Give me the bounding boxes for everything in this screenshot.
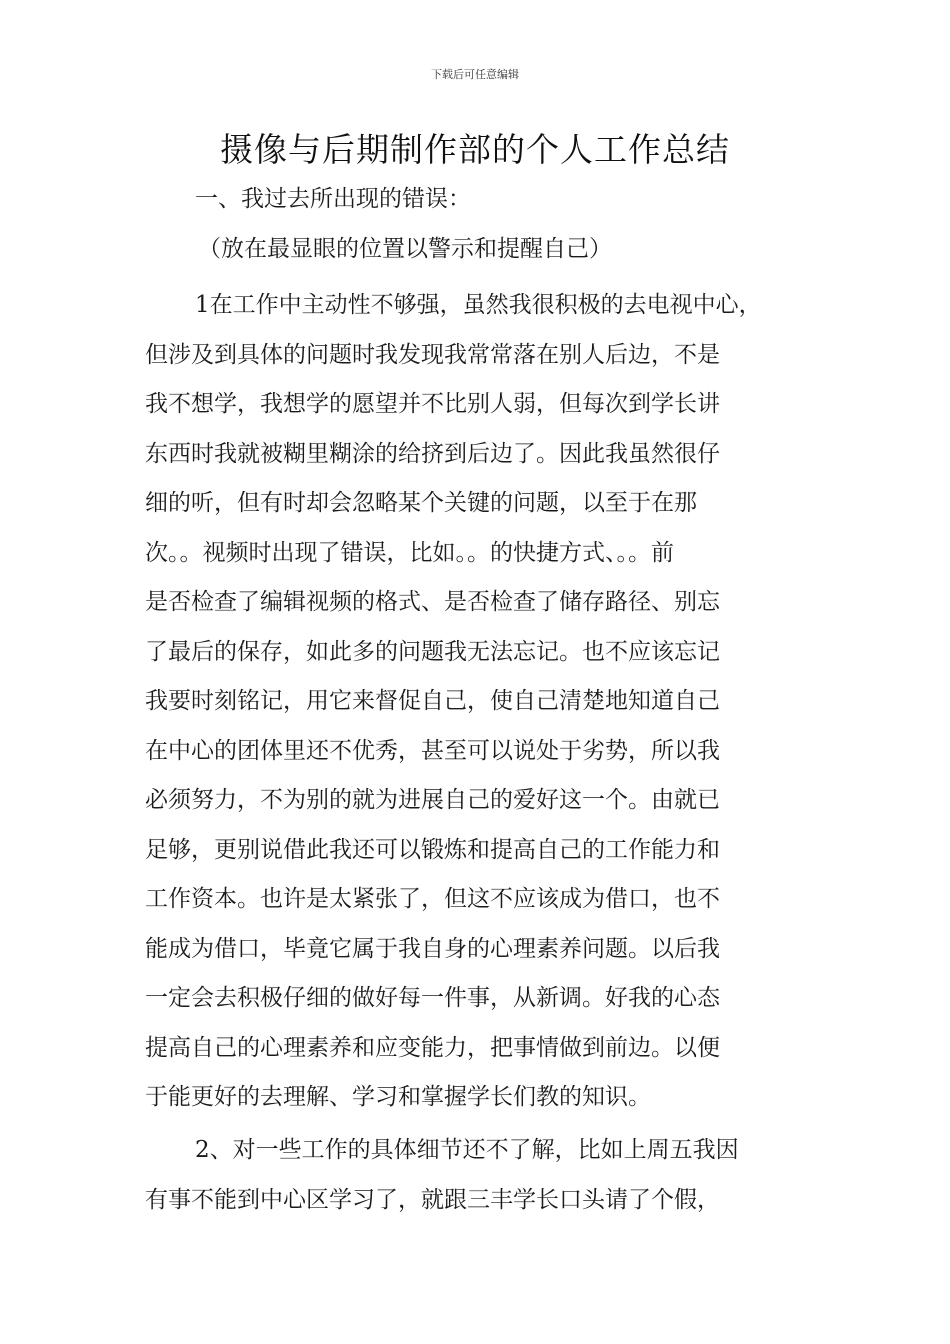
paragraph-line: 了最后的保存，如此多的问题我无法忘记。也不应该忘记 bbox=[145, 638, 720, 665]
paragraph-line: 2、对一些工作的具体细节还不了解，比如上周五我因 bbox=[195, 1137, 739, 1163]
paragraph-line: 能成为借口，毕竟它属于我自身的心理素养问题。以后我 bbox=[145, 935, 720, 962]
paragraph-2 bbox=[145, 1126, 825, 1225]
paragraph-line: 细的听，但有时却会忽略某个关键的问题，以至于在那 bbox=[145, 490, 697, 516]
paragraph-line: 一定会去积极仔细的做好每一件事，从新调。好我的心态 bbox=[145, 985, 720, 1011]
paragraph-line: 东西时我就被糊里糊涂的给挤到后边了。因此我虽然很仔 bbox=[145, 440, 720, 467]
paragraph-line: 于能更好的去理解、学习和掌握学长们教的知识。 bbox=[145, 1084, 651, 1110]
paragraph-line: 1在工作中主动性不够强，虽然我很积极的去电视中心， bbox=[195, 292, 762, 318]
section-note: （放在最显眼的位置以警示和提醒自己） bbox=[198, 236, 612, 262]
header-note: 下载后可任意编辑 bbox=[431, 68, 519, 81]
paragraph-line: 但涉及到具体的问题时我发现我常常落在别人后边，不是 bbox=[145, 341, 720, 368]
paragraph-line: 工作资本。也许是太紧张了，但这不应该成为借口，也不 bbox=[145, 886, 720, 912]
paragraph-1 bbox=[145, 281, 825, 1123]
document-title: 摄像与后期制作部的个人工作总结 bbox=[220, 130, 730, 169]
paragraph-line: 我不想学，我想学的愿望并不比别人弱，但每次到学长讲 bbox=[145, 391, 720, 417]
paragraph-line: 必须努力，不为别的就为进展自己的爱好这一个。由就已 bbox=[145, 787, 720, 813]
paragraph-line: 次。。视频时出现了错误，比如。。的快捷方式、。。前 bbox=[145, 539, 674, 566]
paragraph-line: 我要时刻铭记，用它来督促自己，使自己清楚地知道自己 bbox=[145, 688, 720, 714]
paragraph-line: 在中心的团体里还不优秀，甚至可以说处于劣势，所以我 bbox=[145, 737, 720, 764]
paragraph-line: 是否检查了编辑视频的格式、是否检查了储存路径、别忘 bbox=[145, 589, 720, 615]
paragraph-line: 提高自己的心理素养和应变能力，把事情做到前边。以便 bbox=[145, 1034, 720, 1061]
paragraph-line: 足够，更别说借此我还可以锻炼和提高自己的工作能力和 bbox=[145, 836, 720, 863]
section-heading: 一、我过去所出现的错误： bbox=[195, 186, 471, 212]
paragraph-line: 有事不能到中心区学习了，就跟三丰学长口头请了个假， bbox=[145, 1186, 720, 1213]
